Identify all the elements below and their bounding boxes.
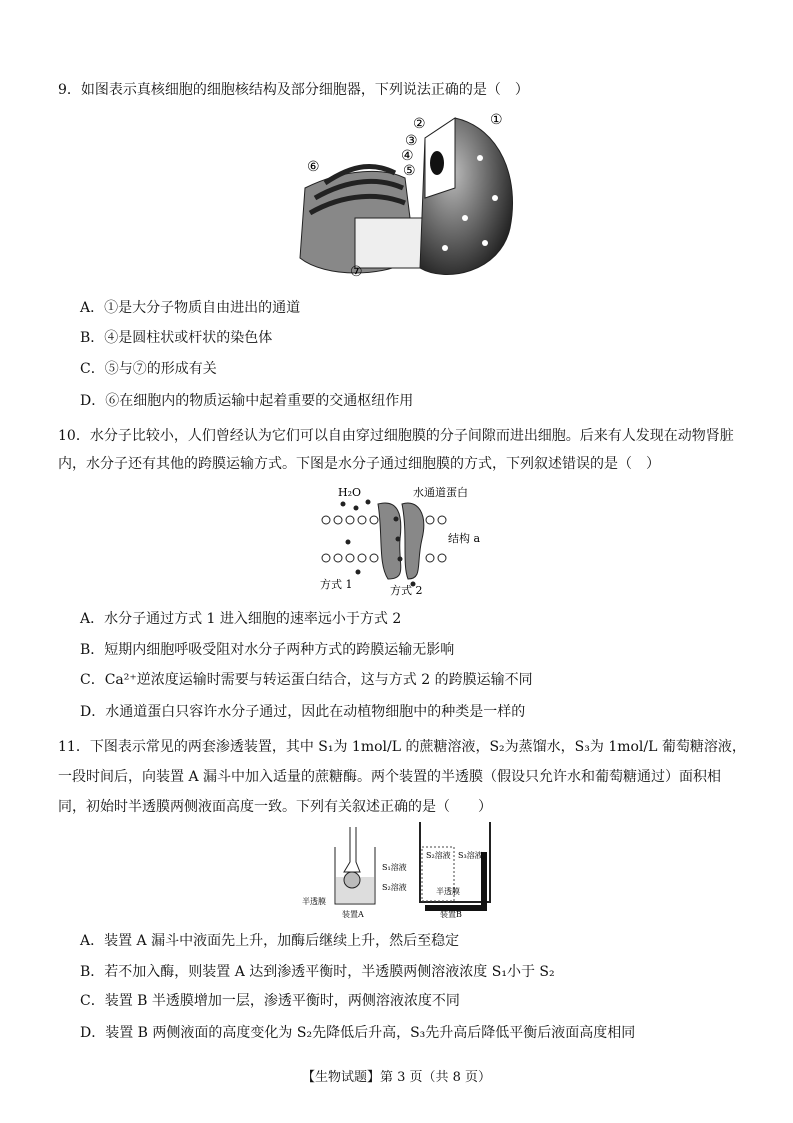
figure-label-1: ①: [490, 112, 503, 128]
label-s1: S₁溶液: [382, 863, 407, 872]
question-11-stem: 11．下图表示常见的两套渗透装置，其中 S₁为 1mol/L 的蔗糖溶液，S₂为蒸馏水，S₃为 1mol/L 葡萄糖溶液，一段时间后，向装置 A 漏斗中加入适量的蔗糖酶。两个装置的半透膜（假设只允许水和葡萄糖通过）面积相同，初始时半透膜两侧液面高度一致。下列有关叙述正确的是（ ）: [58, 739, 746, 815]
nucleus-figure: [285, 108, 525, 286]
label-membrane-a: 半透膜: [302, 897, 326, 906]
question-9-stem: 9．如图表示真核细胞的细胞核结构及部分细胞器，下列说法正确的是（ ）: [58, 82, 529, 98]
figure-label-2: ②: [413, 116, 426, 132]
figure-label-7: ⑦: [350, 264, 363, 280]
label-device-b: 装置B: [440, 910, 462, 919]
q10-option-a: A．水分子通过方式 1 进入细胞的速率远小于方式 2: [80, 611, 402, 627]
label-s2-b: S₂溶液: [426, 851, 451, 860]
label-structure-a: 结构 a: [448, 532, 481, 545]
membrane-figure: [318, 484, 484, 596]
label-s3-b: S₃溶液: [458, 851, 483, 860]
label-way-2: 方式 2: [390, 584, 423, 596]
figure-label-5: ⑤: [403, 163, 416, 179]
osmosis-figure: [300, 822, 500, 920]
figure-label-3: ③: [405, 133, 418, 149]
q11-option-b: B．若不加入酶，则装置 A 达到渗透平衡时，半透膜两侧溶液浓度 S₁小于 S₂: [80, 964, 555, 980]
question-10-stem: 10．水分子比较小，人们曾经认为它们可以自由穿过细胞膜的分子间隙而进出细胞。后来有人发现在动物肾脏内，水分子还有其他的跨膜运输方式。下图是水分子通过细胞膜的方式，下列叙述错误的是（ ）: [58, 428, 734, 472]
page-footer: 【生物试题】第 3 页（共 8 页）: [301, 1070, 492, 1085]
q9-option-c: C．⑤与⑦的形成有关: [80, 361, 217, 377]
label-h2o: H₂O: [338, 486, 362, 499]
label-water-channel: 水通道蛋白: [413, 486, 468, 499]
q9-option-b: B．④是圆柱状或杆状的染色体: [80, 330, 273, 346]
q9-option-d: D．⑥在细胞内的物质运输中起着重要的交通枢纽作用: [80, 393, 414, 409]
q11-option-d: D．装置 B 两侧液面的高度变化为 S₂先降低后升高，S₃先升高后降低平衡后液面高度相同: [80, 1025, 636, 1041]
q11-option-a: A．装置 A 漏斗中液面先上升，加酶后继续上升，然后至稳定: [80, 933, 460, 949]
q10-option-b: B．短期内细胞呼吸受阻对水分子两种方式的跨膜运输无影响: [80, 642, 455, 658]
q10-option-d: D．水通道蛋白只容许水分子通过，因此在动植物细胞中的种类是一样的: [80, 704, 526, 720]
q11-option-c: C．装置 B 半透膜增加一层，渗透平衡时，两侧溶液浓度不同: [80, 993, 460, 1009]
label-s2: S₂溶液: [382, 883, 407, 892]
figure-label-6: ⑥: [307, 159, 320, 175]
label-way-1: 方式 1: [320, 578, 353, 591]
q10-option-c: C．Ca²⁺逆浓度运输时需要与转运蛋白结合，这与方式 2 的跨膜运输不同: [80, 672, 533, 688]
q9-option-a: A．①是大分子物质自由进出的通道: [80, 300, 301, 316]
figure-label-4: ④: [401, 148, 414, 164]
label-membrane-b: 半透膜: [436, 887, 460, 896]
label-device-a: 装置A: [342, 910, 364, 919]
